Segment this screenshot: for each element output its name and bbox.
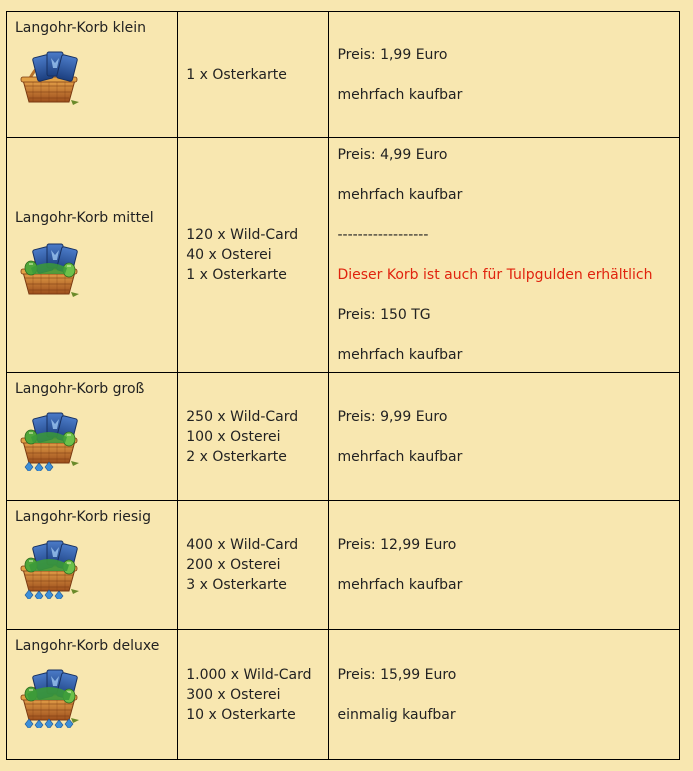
- contents-cell: [178, 12, 329, 138]
- availability-text: mehrfach kaufbar: [337, 448, 463, 465]
- table-row: [7, 501, 680, 630]
- basket-medium-icon: [15, 238, 83, 302]
- price-cell: [329, 373, 680, 501]
- contents-line: 1 x Osterkarte: [186, 66, 287, 83]
- contents-line: 300 x Osterei: [186, 686, 281, 703]
- availability-text: einmalig kaufbar: [337, 706, 456, 723]
- price-cell: [329, 138, 680, 373]
- product-name: Langohr-Korb groß: [15, 381, 145, 397]
- price-cell: [329, 501, 680, 630]
- contents-line: 2 x Osterkarte: [186, 448, 287, 465]
- product-name: Langohr-Korb deluxe: [15, 638, 160, 654]
- product-name: Langohr-Korb mittel: [15, 210, 154, 226]
- alt-price-text: Preis: 150 TG: [337, 307, 431, 323]
- price-text: Preis: 15,99 Euro: [337, 666, 457, 683]
- price-cell: [329, 12, 680, 138]
- tulpgulden-note: Dieser Korb ist auch für Tulpgulden erhältlich: [337, 267, 653, 283]
- separator-text: ------------------: [337, 227, 429, 243]
- price-cell: [329, 630, 680, 760]
- contents-cell: [178, 630, 329, 760]
- price-text: Preis: 12,99 Euro: [337, 537, 457, 553]
- product-cell: [7, 630, 178, 760]
- price-text: Preis: 1,99 Euro: [337, 46, 448, 63]
- table-row: [7, 630, 680, 760]
- table-row: [7, 373, 680, 501]
- product-cell: [7, 501, 178, 630]
- availability-text: mehrfach kaufbar: [337, 86, 463, 103]
- alt-availability-text: mehrfach kaufbar: [337, 347, 463, 363]
- contents-cell: [178, 138, 329, 373]
- product-cell: [7, 138, 178, 373]
- contents-line: 120 x Wild-Card: [186, 227, 299, 243]
- contents-line: 250 x Wild-Card: [186, 408, 299, 425]
- availability-text: mehrfach kaufbar: [337, 577, 463, 593]
- contents-line: 100 x Osterei: [186, 428, 281, 445]
- product-cell: [7, 12, 178, 138]
- product-name: Langohr-Korb klein: [15, 20, 147, 36]
- product-name: Langohr-Korb riesig: [15, 509, 151, 525]
- contents-line: 400 x Wild-Card: [186, 537, 299, 553]
- table-row: [7, 138, 680, 373]
- basket-huge-icon: [15, 535, 83, 599]
- contents-line: 1 x Osterkarte: [186, 267, 287, 283]
- price-text: Preis: 9,99 Euro: [337, 408, 448, 425]
- basket-deluxe-icon: [15, 664, 83, 728]
- price-text: Preis: 4,99 Euro: [337, 147, 448, 163]
- product-cell: [7, 373, 178, 501]
- contents-line: 3 x Osterkarte: [186, 577, 287, 593]
- basket-large-icon: [15, 407, 83, 471]
- basket-small-icon: [15, 46, 83, 110]
- contents-line: 40 x Osterei: [186, 247, 272, 263]
- contents-line: 1.000 x Wild-Card: [186, 666, 312, 683]
- contents-cell: [178, 501, 329, 630]
- basket-shop-table: [6, 11, 680, 760]
- contents-line: 200 x Osterei: [186, 557, 281, 573]
- contents-line: 10 x Osterkarte: [186, 706, 296, 723]
- contents-cell: [178, 373, 329, 501]
- table-row: [7, 12, 680, 138]
- availability-text: mehrfach kaufbar: [337, 187, 463, 203]
